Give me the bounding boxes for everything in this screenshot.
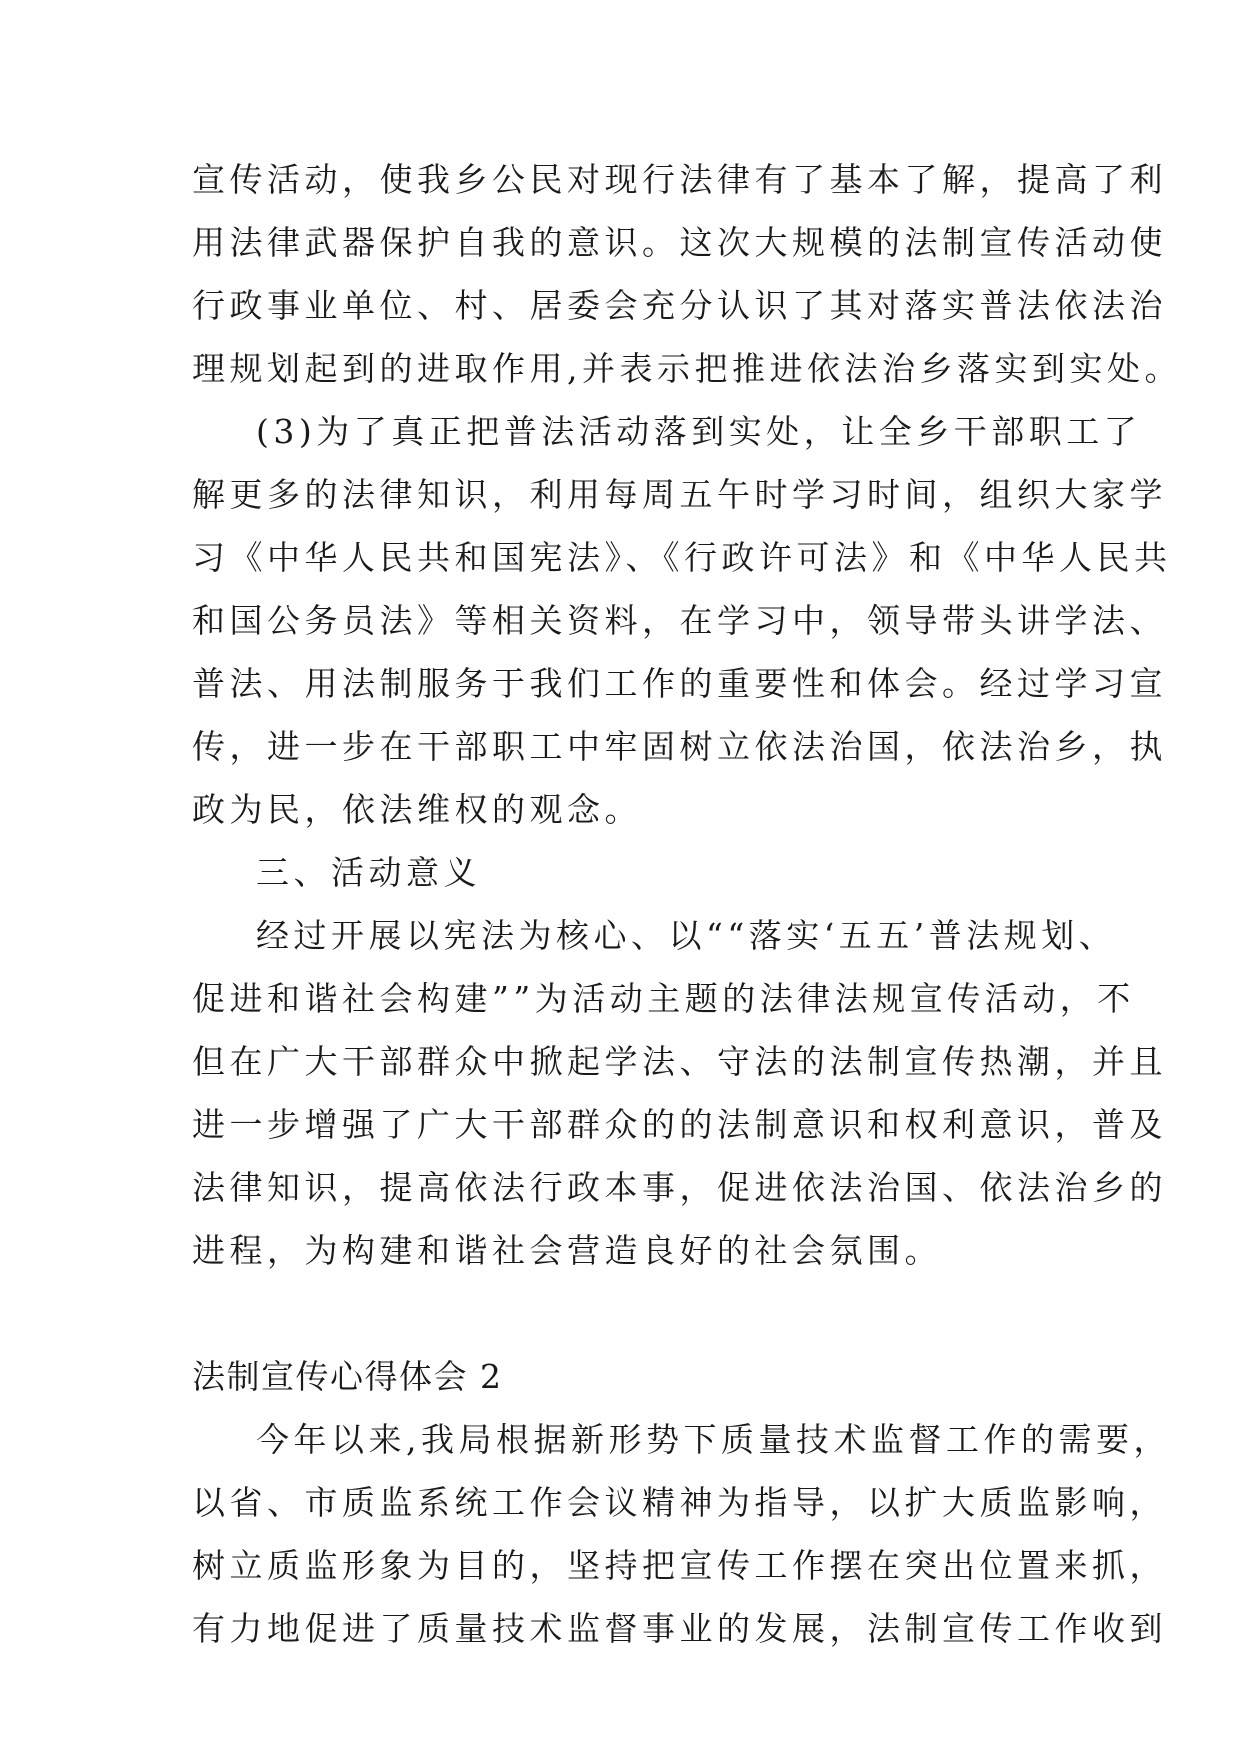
paragraph-line: 进一步增强了广大干部群众的的法制意识和权利意识，普及 — [192, 1105, 1167, 1144]
paragraph-line: 政为民，依法维权的观念。 — [192, 790, 642, 829]
paragraph-line: 普法、用法制服务于我们工作的重要性和体会。经过学习宣 — [192, 664, 1167, 703]
paragraph-line: (3)为了真正把普法活动落到实处，让全乡干部职工了 — [256, 412, 1142, 451]
section-title: 法制宣传心得体会 2 — [192, 1357, 503, 1396]
paragraph-line: 进程，为构建和谐社会营造良好的社会氛围。 — [192, 1231, 942, 1270]
paragraph-line: 法律知识，提高依法行政本事，促进依法治国、依法治乡的 — [192, 1168, 1167, 1207]
paragraph-line: 但在广大干部群众中掀起学法、守法的法制宣传热潮，并且 — [192, 1042, 1167, 1081]
paragraph-line: 和国公务员法》等相关资料，在学习中，领导带头讲学法、 — [192, 601, 1167, 640]
paragraph-line: 解更多的法律知识，利用每周五午时学习时间，组织大家学 — [192, 475, 1167, 514]
document-page — [192, 148, 1182, 1660]
section-heading: 三、活动意义 — [256, 853, 481, 892]
paragraph-line: 树立质监形象为目的，坚持把宣传工作摆在突出位置来抓， — [192, 1546, 1167, 1585]
paragraph-line: 理规划起到的进取作用,并表示把推进依法治乡落实到实处。 — [192, 349, 1182, 388]
paragraph-line: 有力地促进了质量技术监督事业的发展，法制宣传工作收到 — [192, 1609, 1167, 1648]
paragraph-line: 今年以来,我局根据新形势下质量技术监督工作的需要， — [256, 1420, 1171, 1459]
paragraph-line: 宣传活动，使我乡公民对现行法律有了基本了解，提高了利 — [192, 160, 1167, 199]
section-spacer — [192, 1282, 1062, 1345]
paragraph-line: 行政事业单位、村、居委会充分认识了其对落实普法依法治 — [192, 286, 1167, 325]
paragraph-line: 用法律武器保护自我的意识。这次大规模的法制宣传活动使 — [192, 223, 1167, 262]
paragraph-line: 促进和谐社会构建””为活动主题的法律法规宣传活动，不 — [192, 979, 1135, 1018]
paragraph-line: 经过开展以宪法为核心、以““落实‘五五’普法规划、 — [256, 916, 1117, 955]
paragraph-line: 传，进一步在干部职工中牢固树立依法治国，依法治乡，执 — [192, 727, 1167, 766]
paragraph-line: 以省、市质监系统工作会议精神为指导，以扩大质监影响， — [192, 1483, 1167, 1522]
paragraph-line: 习《中华人民共和国宪法》、《行政许可法》和《中华人民共 — [192, 538, 1172, 577]
